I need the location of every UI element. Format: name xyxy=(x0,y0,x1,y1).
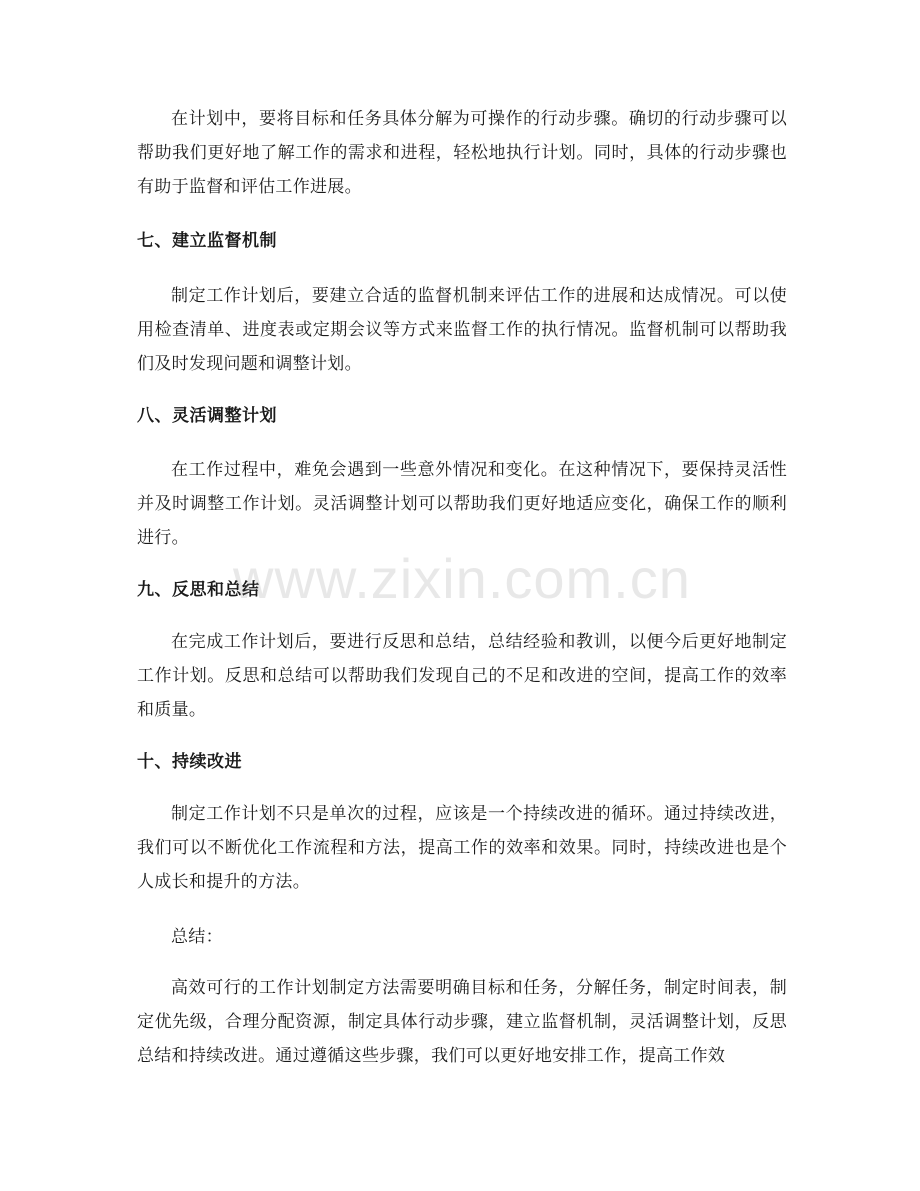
paragraph-continuous-improvement: 制定工作计划不只是单次的过程，应该是一个持续改进的循环。通过持续改进，我们可以不断优化工作流程和方法，提高工作的效率和效果。同时，持续改进也是个人成长和提升的方法。 xyxy=(137,804,787,892)
summary-label: 总结： xyxy=(171,927,223,947)
heading-section-9: 九、反思和总结 xyxy=(137,580,260,600)
heading-section-8: 八、灵活调整计划 xyxy=(137,406,277,426)
paragraph-action-steps: 在计划中，要将目标和任务具体分解为可操作的行动步骤。确切的行动步骤可以帮助我们更好地了解工作的需求和进程，轻松地执行计划。同时，具体的行动步骤也有助于监督和评估工作进展。 xyxy=(137,109,787,197)
watermark: www.zixin.com.cn xyxy=(233,547,691,610)
paragraph-flexible-adjust: 在工作过程中，难免会遇到一些意外情况和变化。在这种情况下，要保持灵活性并及时调整工作计划。灵活调整计划可以帮助我们更好地适应变化，确保工作的顺利进行。 xyxy=(137,460,787,548)
paragraph-supervision: 制定工作计划后，要建立合适的监督机制来评估工作的进展和达成情况。可以使用检查清单、进度表或定期会议等方式来监督工作的执行情况。监督机制可以帮助我们及时发现问题和调整计划。 xyxy=(137,286,787,374)
heading-section-7: 七、建立监督机制 xyxy=(137,231,277,251)
heading-section-10: 十、持续改进 xyxy=(137,752,242,772)
paragraph-summary: 高效可行的工作计划制定方法需要明确目标和任务，分解任务，制定时间表，制定优先级，合理分配资源，制定具体行动步骤，建立监督机制，灵活调整计划，反思总结和持续改进。通过遵循这些步骤，我们可以更好地安排工作，提高工作效 xyxy=(137,978,787,1066)
paragraph-reflection: 在完成工作计划后，要进行反思和总结，总结经验和教训，以便今后更好地制定工作计划。反思和总结可以帮助我们发现自己的不足和改进的空间，提高工作的效率和质量。 xyxy=(137,632,787,720)
